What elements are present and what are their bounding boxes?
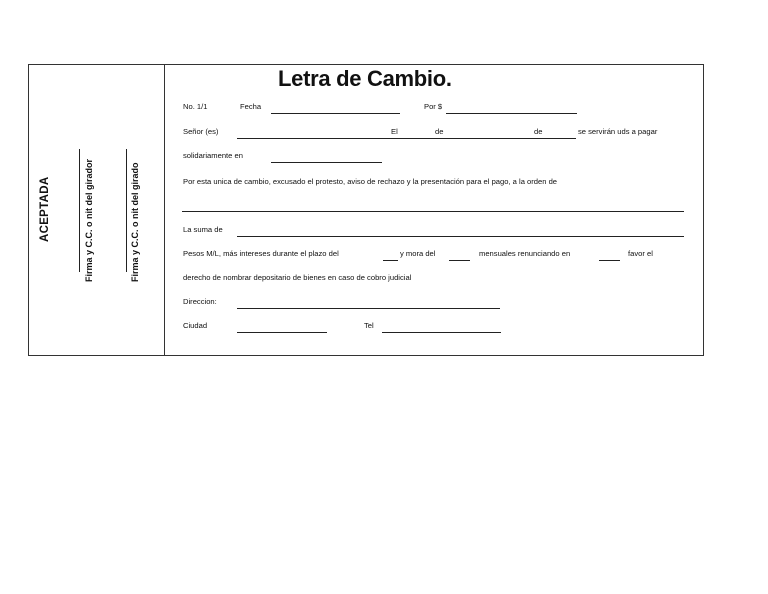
term-field[interactable]	[383, 260, 398, 261]
solidariamente-label: solidariamente en	[183, 151, 243, 160]
ciudad-label: Ciudad	[183, 321, 208, 330]
order-text: Por esta unica de cambio, excusado el protesto, aviso de rechazo y la presentación para el pago, a la orden de	[183, 177, 558, 186]
signature-line-girado	[126, 149, 127, 272]
bill-of-exchange-form	[28, 64, 704, 356]
address-field[interactable]	[237, 308, 500, 309]
signature-label-girador: Firma y C.C. o nit del girador	[84, 158, 94, 282]
late-interest-field[interactable]	[449, 260, 470, 261]
derecho-text: derecho de nombrar depositario de bienes en caso de cobro judicial	[183, 273, 412, 282]
mora-text: y mora del	[400, 249, 436, 258]
signature-label-girado: Firma y C.C. o nit del girado	[130, 162, 140, 282]
accepted-label: ACEPTADA	[39, 176, 51, 242]
serviran-text: se servirán uds a pagar	[578, 127, 658, 136]
document-title: Letra de Cambio.	[278, 66, 452, 91]
acceptance-panel	[29, 65, 165, 355]
payee-field[interactable]	[182, 211, 684, 212]
de-label-2: de	[534, 127, 543, 136]
tel-label: Tel	[364, 321, 374, 330]
suma-label: La suma de	[183, 225, 223, 234]
bill-number: No. 1/1	[183, 102, 208, 111]
waiver-field[interactable]	[599, 260, 620, 261]
senor-label: Señor (es)	[183, 127, 219, 136]
mensuales-text: mensuales renunciando en	[479, 249, 571, 258]
fecha-field[interactable]	[271, 113, 400, 114]
pesos-text: Pesos M/L, más intereses durante el plazo del	[183, 249, 339, 258]
fecha-label: Fecha	[240, 102, 262, 111]
favor-text: favor el	[628, 249, 653, 258]
amount-label: Por $	[424, 102, 443, 111]
direccion-label: Direccion:	[183, 297, 217, 306]
drawee-field[interactable]	[237, 138, 576, 139]
signature-line-girador	[79, 149, 80, 272]
city-field[interactable]	[237, 332, 327, 333]
de-label-1: de	[435, 127, 444, 136]
amount-field[interactable]	[446, 113, 577, 114]
el-label: El	[391, 127, 398, 136]
sum-field[interactable]	[237, 236, 684, 237]
place-field[interactable]	[271, 162, 382, 163]
phone-field[interactable]	[382, 332, 501, 333]
